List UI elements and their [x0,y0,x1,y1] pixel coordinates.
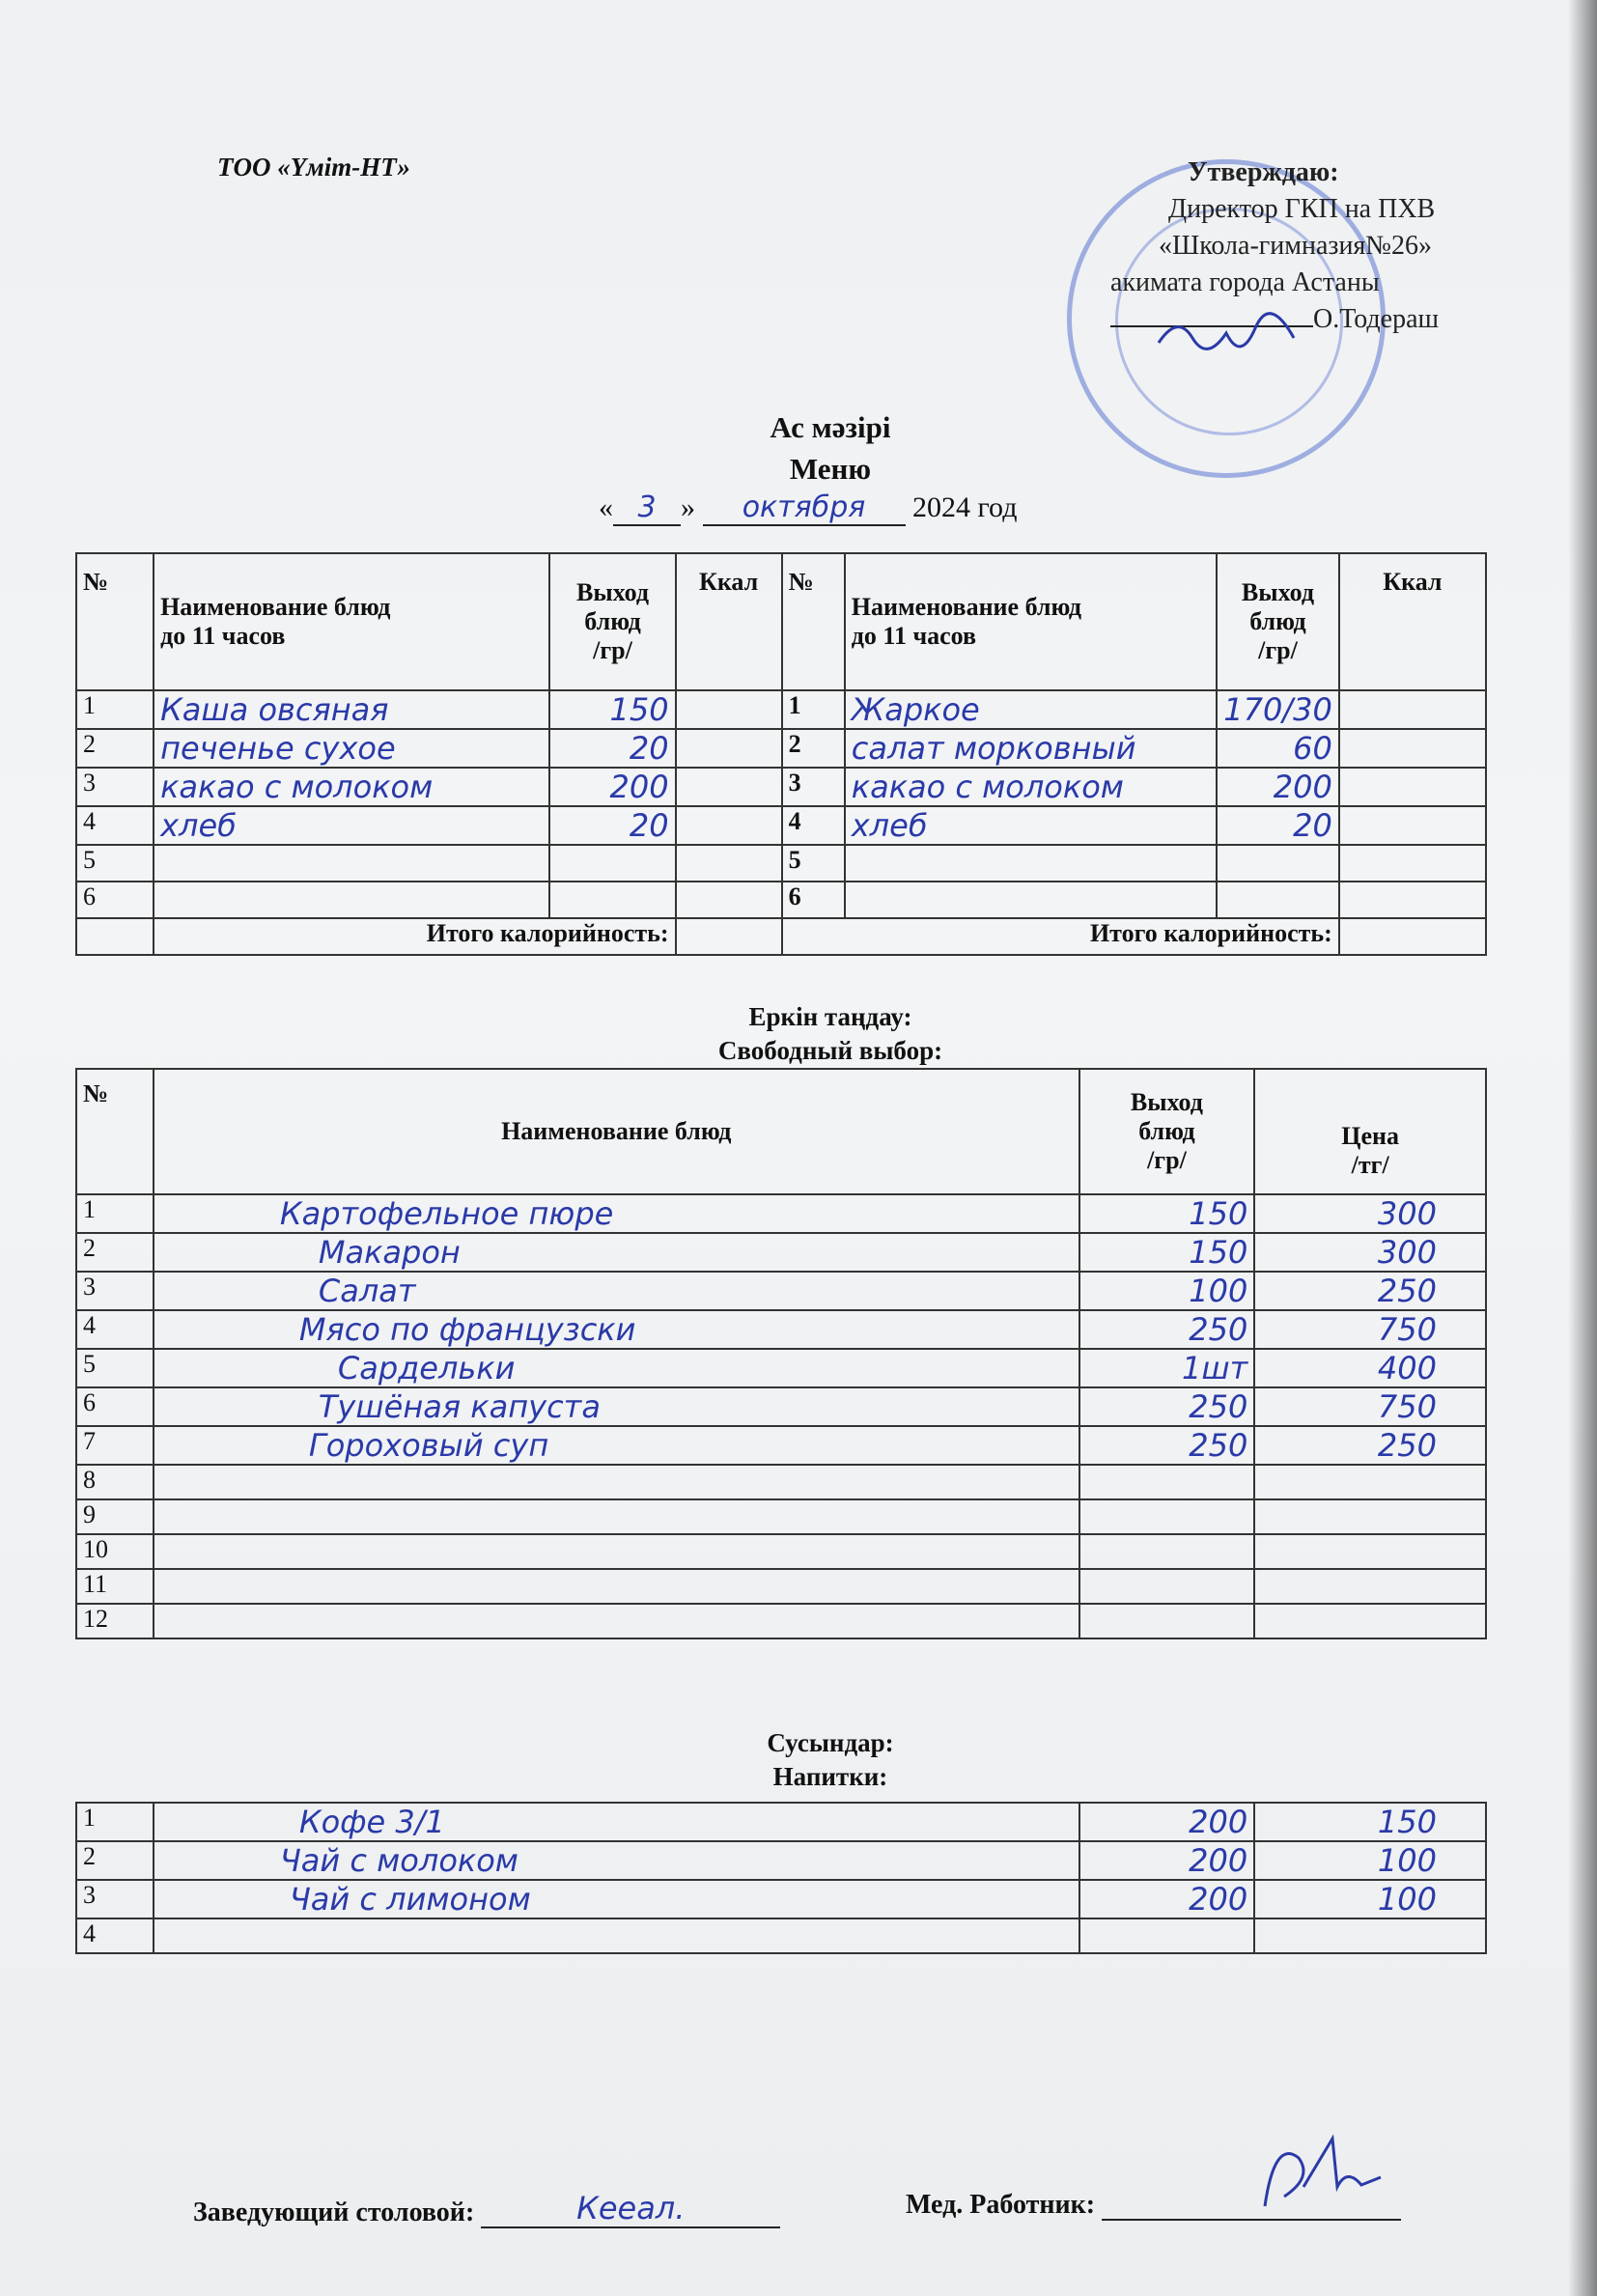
free-choice-title-kz: Еркін таңдау: [748,1002,912,1031]
table-row: 2 Макарон 150 300 [76,1233,1486,1272]
approve-line: Утверждаю: [1188,157,1339,187]
table-row: 3 Салат 100 250 [76,1272,1486,1310]
med-worker-signature-scribble [1246,2119,1390,2226]
director-name: О.Тодераш [1313,304,1440,334]
dish-name: Каша овсяная [154,690,549,729]
dish-name: Макарон [154,1233,1079,1272]
table-row: 4 хлеб 20 4 хлеб 20 [76,806,1486,845]
main-menu-table [75,552,1487,956]
table-row: 3 Чай с лимоном 200 100 [76,1880,1486,1918]
dish-name: Картофельное пюре [154,1194,1079,1233]
table-row: 5 Сардельки 1шт 400 [76,1349,1486,1387]
drinks-title-kz: Сусындар: [767,1728,894,1757]
dish-name: хлеб [154,806,549,845]
table-row: 3 какао с молоком 200 3 какао с молоком 200 [76,768,1486,806]
dish-name: салат морковный [845,729,1217,768]
table-row: 2 печенье сухое 20 2 салат морковный 60 [76,729,1486,768]
free-choice-title-ru: Свободный выбор: [717,1036,943,1065]
col-name: Наименование блюд до 11 часов [154,553,549,690]
table-row: 6 6 [76,882,1486,918]
table-row: 5 5 [76,845,1486,882]
col-name: Наименование блюд до 11 часов [845,553,1217,690]
date-year: 2024 год [912,491,1018,523]
drink-name: Чай с лимоном [154,1880,1079,1918]
table-row: 1 Картофельное пюре 150 300 [76,1194,1486,1233]
canteen-sign: Кееал. [481,2190,780,2228]
col-output: Выход блюд /гр/ [549,553,675,690]
table-row: 7 Гороховый суп 250 250 [76,1426,1486,1465]
dish-name: Мясо по французски [154,1310,1079,1349]
col-no: № [76,1069,154,1194]
med-label: Мед. Работник: [906,2190,1096,2220]
free-choice-table [75,1068,1487,1639]
dish-name: Сардельки [154,1349,1079,1387]
date-day: 3 [613,490,681,526]
menu-date: « 3 » октября 2024 год [599,490,1018,524]
approve-line: Директор ГКП на ПХВ [1168,194,1436,224]
table-row: 2 Чай с молоком 200 100 [76,1841,1486,1880]
date-month: октября [703,490,906,526]
approve-line: «Школа-гимназия№26» [1159,231,1433,261]
dish-name: какао с молоком [845,768,1217,806]
drink-name: Чай с молоком [154,1841,1079,1880]
table-row: 4 [76,1918,1486,1953]
col-no: № [76,553,154,690]
totals-row [76,918,1486,955]
drinks-title-ru: Напитки: [772,1762,888,1791]
organization-name: ТОО «Үміт-НТ» [217,153,410,182]
table-row: 12 [76,1604,1486,1638]
dish-name: какао с молоком [154,768,549,806]
table-row: 1 Кофе 3/1 200 150 [76,1803,1486,1841]
table-row: 6 Тушёная капуста 250 750 [76,1387,1486,1426]
title-kz: Ас мәзірі [770,410,891,444]
dish-name: хлеб [845,806,1217,845]
table-row: 11 [76,1569,1486,1604]
title-ru: Меню [789,452,872,486]
table-row: 1 Каша овсяная 150 1 Жаркое 170/30 [76,690,1486,729]
table-row: 4 Мясо по французски 250 750 [76,1310,1486,1349]
col-kcal: Ккал [676,553,782,690]
dish-name: печенье сухое [154,729,549,768]
col-output: Выход блюд /гр/ [1079,1069,1255,1194]
col-price: Цена /тг/ [1254,1069,1486,1194]
table-row: 10 [76,1534,1486,1569]
drinks-table [75,1802,1487,1954]
col-kcal: Ккал [1339,553,1486,690]
table-row: 8 [76,1465,1486,1499]
col-name: Наименование блюд [154,1069,1079,1194]
col-output: Выход блюд /гр/ [1217,553,1339,690]
col-no: № [782,553,845,690]
drink-name: Кофе 3/1 [154,1803,1079,1841]
dish-name: Жаркое [845,690,1217,729]
dish-name: Салат [154,1272,1079,1310]
director-signature [1149,304,1303,372]
canteen-manager-signature [193,2190,780,2228]
dish-name: Гороховый суп [154,1426,1079,1465]
dish-name: Тушёная капуста [154,1387,1079,1426]
table-row: 9 [76,1499,1486,1534]
canteen-label: Заведующий столовой: [193,2198,475,2227]
total-calories-label: Итого калорийность: [154,918,676,955]
page-edge-shadow [1568,0,1597,2296]
approve-line: акимата города Астаны [1110,267,1380,297]
total-calories-label: Итого калорийность: [782,918,1339,955]
